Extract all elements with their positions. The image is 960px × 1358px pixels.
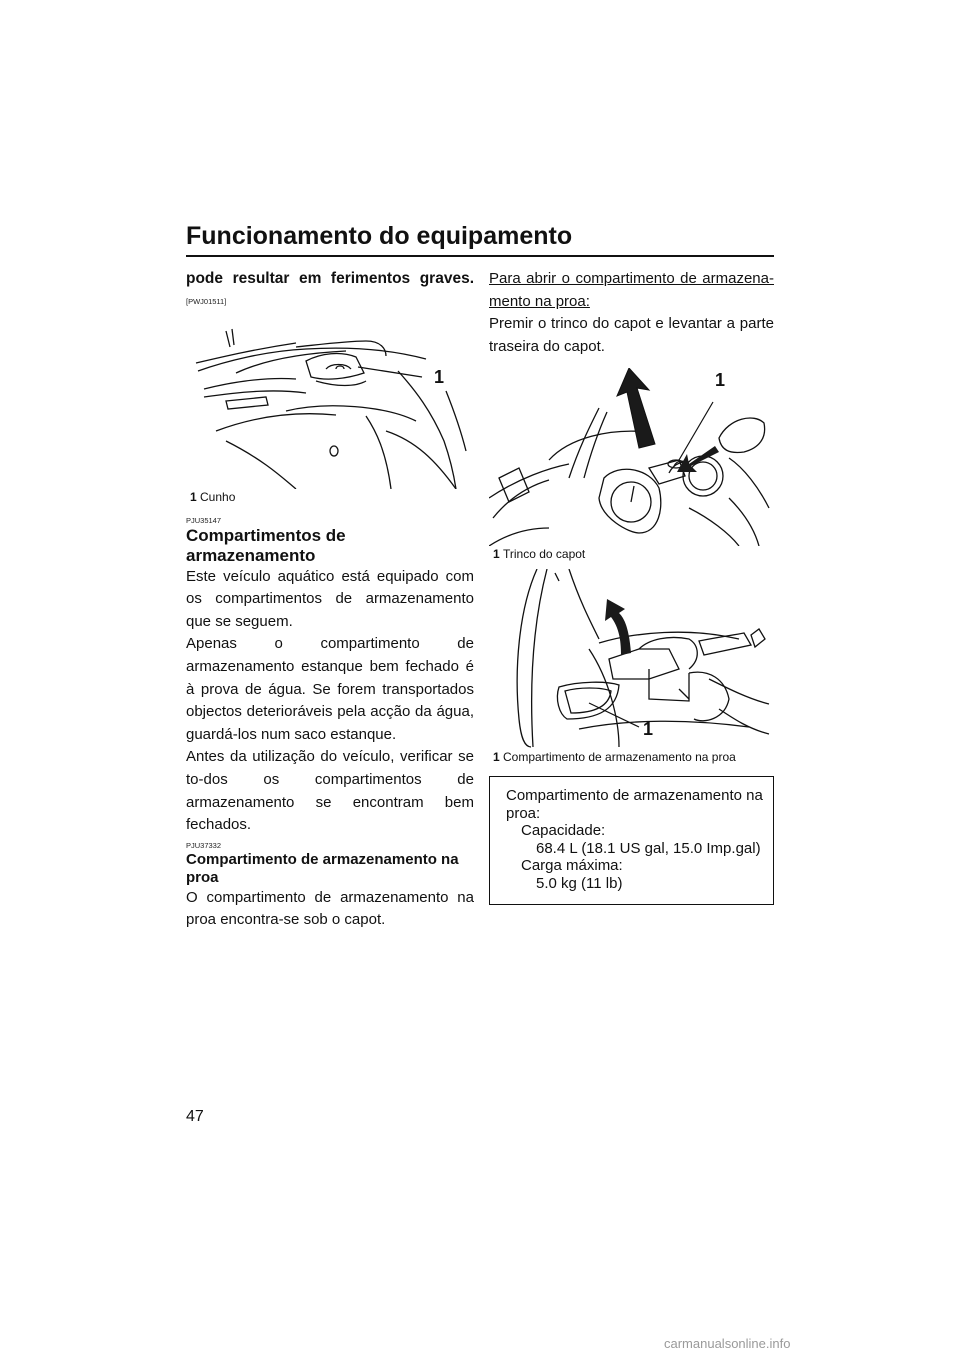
watermark: carmanualsonline.info (664, 1336, 791, 1351)
figure2-caption-text: Trinco do capot (503, 547, 586, 562)
spec-capacity-value: 68.4 L (18.1 US gal, 15.0 Imp.gal) (536, 839, 761, 857)
figure1-caption (190, 489, 474, 504)
figure1-caption-text: Cunho (200, 489, 236, 504)
spec-title: Compartimento de armazenamento na proa: (506, 787, 763, 822)
section-title: Compartimentos de armazenamento (186, 525, 346, 565)
figure2-caption-num: 1 (493, 547, 500, 562)
title-rule (186, 255, 774, 257)
figure2-callout: 1 (715, 370, 726, 391)
figure2-caption (493, 547, 774, 562)
figure3-caption (493, 750, 774, 765)
instruction-text: Premir o trinco do capot e levantar a parte traseira do capot. (489, 315, 774, 355)
subsection-title: Compartimento de armazenamento na proa (186, 850, 459, 886)
spec-capacity-label: Capacidade: (521, 822, 606, 840)
figure3-callout: 1 (643, 719, 654, 740)
warning-code: [PWJ01511] (186, 296, 227, 306)
section-para-1: Este veículo aquático está equipado com os compartimentos de armazenamento que se seguem. (186, 567, 474, 630)
subsection-para: O compartimento de armazenamento na proa encontra-se sob o capot. (186, 888, 474, 929)
subsection-code: PJU37332 (186, 840, 222, 850)
section-para-3: Antes da utilização do veículo, verificar se to-dos os compartimentos de armazenamento se encontram bem fechados. (186, 748, 474, 834)
section-code: PJU35147 (186, 515, 222, 525)
spec-load-value: 5.0 kg (11 lb) (536, 874, 623, 892)
right-column (489, 268, 774, 905)
cunho-illustration (186, 311, 474, 489)
figure3-caption-num: 1 (493, 750, 500, 765)
figure-compartimento (489, 569, 774, 764)
warning-end: pode resultar em ferimentos graves. (186, 270, 474, 287)
figure-trinco (489, 368, 774, 561)
figure1-caption-num: 1 (190, 489, 197, 504)
spec-box (489, 776, 774, 905)
spec-load-label: Carga máxima: (521, 857, 623, 875)
instruction-title: Para abrir o compartimento de armazena-mento na proa: (489, 270, 774, 310)
left-column (186, 268, 474, 932)
figure1-callout: 1 (434, 366, 445, 387)
page-title: Funcionamento do equipamento (186, 222, 573, 250)
compartimento-illustration (489, 569, 774, 749)
section-para-2: Apenas o compartimento de armazenamento estanque bem fechado é à prova de água. Se forem transportados objectos deterioráveis pela acção da água, guardá-los num saco estanque. (186, 635, 474, 743)
figure-cunho (186, 311, 474, 504)
figure3-caption-text: Compartimento de armazenamento na proa (503, 750, 736, 765)
page-number: 47 (186, 1108, 204, 1125)
trinco-illustration (489, 368, 774, 546)
